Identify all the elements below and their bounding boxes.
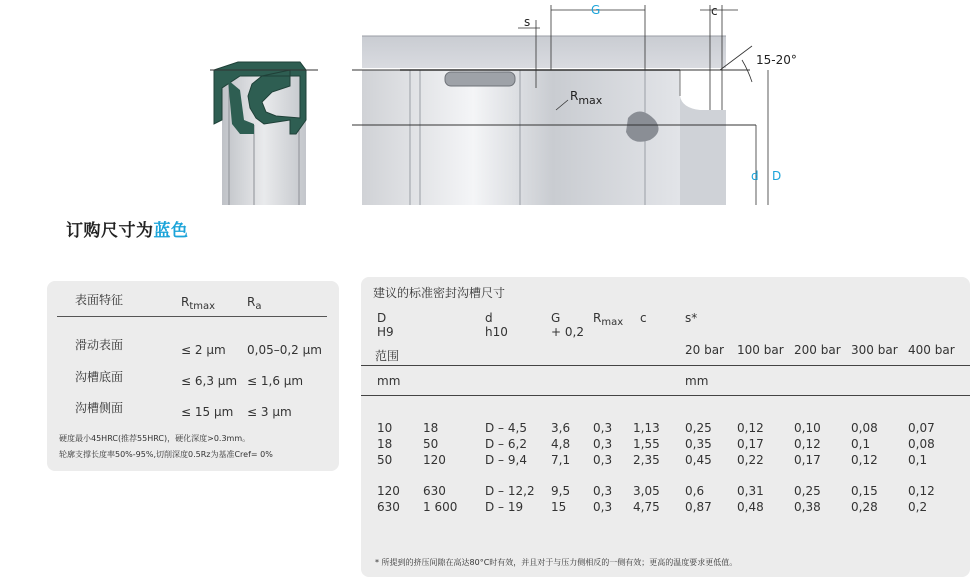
unit-label: mm: [685, 374, 709, 388]
row-rtmax: ≤ 15 µm: [181, 405, 234, 419]
dim-rmax-label: Rmax: [570, 89, 603, 107]
header-range: 范围: [375, 349, 400, 363]
header-rmax: $R_{max}$: [593, 311, 624, 328]
housing: [362, 36, 726, 68]
header-pressure: 100 bar: [737, 343, 784, 357]
header-G-tolerance: + 0,2: [551, 325, 584, 339]
surface-note: 硬度最小45HRC(推荐55HRC)，硬化深度>0.3mm。: [59, 434, 251, 443]
dim-d-label: d: [751, 169, 759, 183]
header-rtmax: $R_{tmax}$: [181, 295, 216, 312]
groove-footnote: * 所提到的挤压间隙在高达80°C时有效，并且对于与压力侧相反的一侧有效；更高的温度要求更低值。: [375, 558, 738, 567]
header-pressure: 200 bar: [794, 343, 841, 357]
dim-c-label: c: [711, 4, 718, 18]
rod-body: [362, 70, 726, 205]
header-G: G: [551, 311, 561, 325]
groove-dimension-table: 建议的标准密封沟槽尺寸 D H9 d h10 G + 0,2 $R_{max}$ c s* 范围 20 bar 100 bar 200 bar 300 bar 400 bar mm mm 10 18 D – 4,5 3,6 0,3 1,13 0,25 0,12 0,10 0,08 0,07 18 50 D – 6,2 4,8 0,3 1,55 0,35 0,17 0,12 0,1 0,08 50 120 D – 9,4 7,1 0,3 2,35 0,45 0,22 0,17 0,12 0,1 120 630 D – 12,2 9,5 0,3 3,05 0,6 0,31 0,25 0,15 0,12 630 1 600 D – 19 15 0,3 4,75 0,87 0,48 0,38 0,28 0,2 * 所提到的挤压间隙在高达80°C时有效，并且对于与压力侧相反的一侧有效；更高的温度要求更低值。: [361, 277, 970, 577]
row-rtmax: ≤ 6,3 µm: [181, 374, 238, 388]
header-pressure: 300 bar: [851, 343, 898, 357]
unit-label: mm: [377, 374, 401, 388]
surface-note: 轮廓支撑长度率50%-95%,切削深度0.5Rz为基准Cref= 0%: [59, 450, 273, 459]
row-rtmax: ≤ 2 µm: [181, 343, 226, 357]
header-ra: $R_a$: [247, 295, 262, 312]
groove-table-title: 建议的标准密封沟槽尺寸: [373, 286, 506, 300]
header-d: d: [485, 311, 493, 325]
header-s: s*: [685, 311, 698, 325]
seal-profile: [210, 62, 318, 205]
header-D-tolerance: H9: [377, 325, 394, 339]
header-divider: [57, 316, 327, 317]
dim-G-label: G: [591, 3, 601, 17]
dim-angle-label: 15-20°: [756, 53, 797, 67]
header-feature: 表面特征: [75, 293, 124, 307]
dim-D-label: D: [772, 169, 782, 183]
header-d-tolerance: h10: [485, 325, 508, 339]
row-ra: ≤ 1,6 µm: [247, 374, 304, 388]
row-name: 滑动表面: [75, 338, 124, 352]
seal-groove-drawing: [0, 0, 977, 210]
order-note: 订购尺寸为蓝色: [66, 221, 189, 241]
header-D: D: [377, 311, 387, 325]
order-note-highlight: 蓝色: [153, 221, 189, 241]
table-divider: [361, 365, 970, 366]
surface-characteristics-table: [47, 281, 339, 471]
row-ra: ≤ 3 µm: [247, 405, 292, 419]
row-ra: 0,05–0,2 µm: [247, 343, 322, 357]
dim-s-label: s: [524, 15, 531, 29]
header-pressure: 400 bar: [908, 343, 955, 357]
row-name: 沟槽侧面: [75, 401, 124, 415]
table-divider: [361, 395, 970, 396]
row-name: 沟槽底面: [75, 370, 124, 384]
header-c: c: [640, 311, 647, 325]
groove-recess: [445, 72, 515, 86]
header-pressure: 20 bar: [685, 343, 724, 357]
